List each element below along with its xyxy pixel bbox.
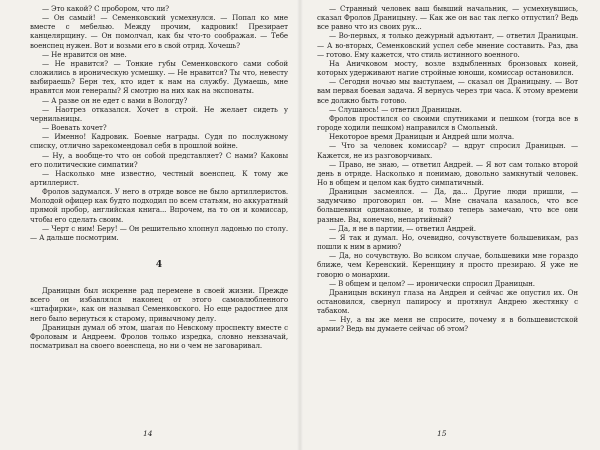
paragraph: — Во-первых, я только дежурный адъютант, — ответил Драницын. — А во-вторых, Семенковский успел себе мнение составить. Раз, два — готово. Ему кажется, что стиль истинного военного. bbox=[317, 31, 578, 59]
paragraph: Драницын вскинул глаза на Андрея и сейчас же опустил их. Он остановился, свернул папиросу и протянул Андрею жестянку с табаком. bbox=[317, 287, 578, 316]
chapter-number: 4 bbox=[155, 260, 163, 271]
paragraph: — Я так и думал. Но, очевидно, сочувствуете большевикам, раз пошли к ним в армию? bbox=[317, 232, 578, 252]
paragraph: — Воевать хочет? bbox=[42, 123, 107, 133]
paragraph: — Именно! Кадровик. Боевые награды. Судя по послужному списку, отлично зарекомендовал себя в прошлой войне. bbox=[30, 132, 288, 151]
paragraph: Фролов простился со своими спутниками и пешком (тогда все в городе ходили пешком) направился в Смольный. bbox=[317, 113, 578, 133]
paragraph: — Не нравится он мне. bbox=[42, 49, 127, 59]
page-number: 14 bbox=[143, 429, 153, 438]
paragraph: На Аничковом мосту, возле вздыбленных бронзовых коней, которых удерживают нагие стройные юноши, комиссар остановился. bbox=[317, 58, 578, 78]
paragraph: — А разве он не едет с вами в Вологду? bbox=[42, 95, 188, 105]
paragraph: — Он самый! — Семенковский усмехнулся. — Попал ко мне вместе с мебелью. Между прочим, кадровик! Презирает канцелярщину. — Он помолчал, как бы что-то соображая. — Тебе военспец нужен. Вот и возьми его в свой отряд. Хочешь? bbox=[30, 13, 288, 50]
paragraph: Некоторое время Драницын и Андрей шли молча. bbox=[329, 132, 515, 142]
paragraph: — Черт с ним! Беру! — Он решительно хлопнул ладонью по столу. — А дальше посмотрим. bbox=[30, 223, 288, 242]
paragraph: — Да, но сочувствую. Во всяком случае, большевики мне гораздо ближе, чем Керенский. Керенщину я просто презираю. Я уже не говорю о монархии. bbox=[317, 251, 578, 279]
paragraph: Драницын засмеялся. — Да, да... Другие люди пришли, — задумчиво проговорил он. — Мне сначала казалось, что все большевики одинаковые, и только теперь замечаю, что все они разные. Вы, конечно, непартийный? bbox=[317, 187, 578, 224]
page-number: 15 bbox=[437, 429, 447, 438]
right-page bbox=[300, 0, 600, 450]
right-text bbox=[317, 4, 578, 334]
paragraph: — Сегодня ночью мы выступаем, — сказал он Драницыну. — Вот вам первая боевая задача. Я вернусь через три часа. К этому времени все должно быть готово. bbox=[317, 77, 578, 105]
paragraph: — Наотрез отказался. Хочет в строй. Не желает сидеть у чернильницы. bbox=[30, 104, 288, 123]
paragraph: Фролов задумался. У него в отряде вовсе не было артиллеристов. Молодой офицер как будто подходил по всем статьям, но аккуратный прямой пробор, английская книга... Впрочем, на то он и комиссар, чтобы его сделать своим. bbox=[30, 187, 288, 224]
left-text-top bbox=[30, 4, 288, 242]
paragraph: — Это какой? С пробором, что ли? bbox=[42, 4, 169, 13]
paragraph: — Что за человек комиссар? — вдруг спросил Драницын. — Кажется, не из разговорчивых. bbox=[317, 141, 578, 160]
paragraph: Драницын думал об этом, шагая по Невскому проспекту вместе с Фроловым и Андреем. Фролов только изредка, словно невзначай, посматривал на своего военспеца, но ни о чем не заговаривал. bbox=[30, 322, 288, 350]
paragraph: — Ну, а вообще-то что он собой представляет? С нами? Каковы его политические симпатии? bbox=[30, 150, 288, 169]
paragraph: — В общем и целом? — иронически спросил Драницын. bbox=[329, 278, 535, 288]
left-text-bottom bbox=[30, 286, 288, 350]
paragraph: — Странный человек ваш бывший начальник, — усмехнувшись, сказал Фролов Драницыну. — Как же он вас так легко отпустил? Ведь все равно что из своих рук... bbox=[317, 4, 578, 32]
paragraph: Драницын был искренне рад перемене в своей жизни. Прежде всего он избавлялся наконец от этого самовлюбленного «штафирки», как он называл Семенковского. Но еще радостнее для него было вернуться к старому, привычному делу. bbox=[30, 286, 288, 323]
paragraph: — Да, я не в партии, — ответил Андрей. bbox=[329, 223, 476, 233]
paragraph: — Право, не знаю, — ответил Андрей. — Я вот сам только второй день в отряде. Насколько я понимаю, довольно замкнутый человек. Но в общем и целом как будто симпатичный. bbox=[317, 159, 578, 187]
paragraph: — Ну, а вы же меня не спросите, почему я в большевистской армии? Ведь вы думаете сейчас об этом? bbox=[317, 315, 578, 334]
paragraph: — Слушаюсь! — ответил Драницын. bbox=[329, 104, 462, 114]
paragraph: — Не нравится? — Тонкие губы Семенковского сами собой сложились в ироническую усмешку. — Не нравится? Ты что, невесту выбираешь? Берн тех, кто идет к нам на службу. Думаешь, мне нравятся мои генералы? Я смотрю на них как на экспонаты. bbox=[30, 58, 288, 96]
paragraph: — Насколько мне известно, честный военспец. К тому же артиллерист. bbox=[30, 168, 288, 187]
